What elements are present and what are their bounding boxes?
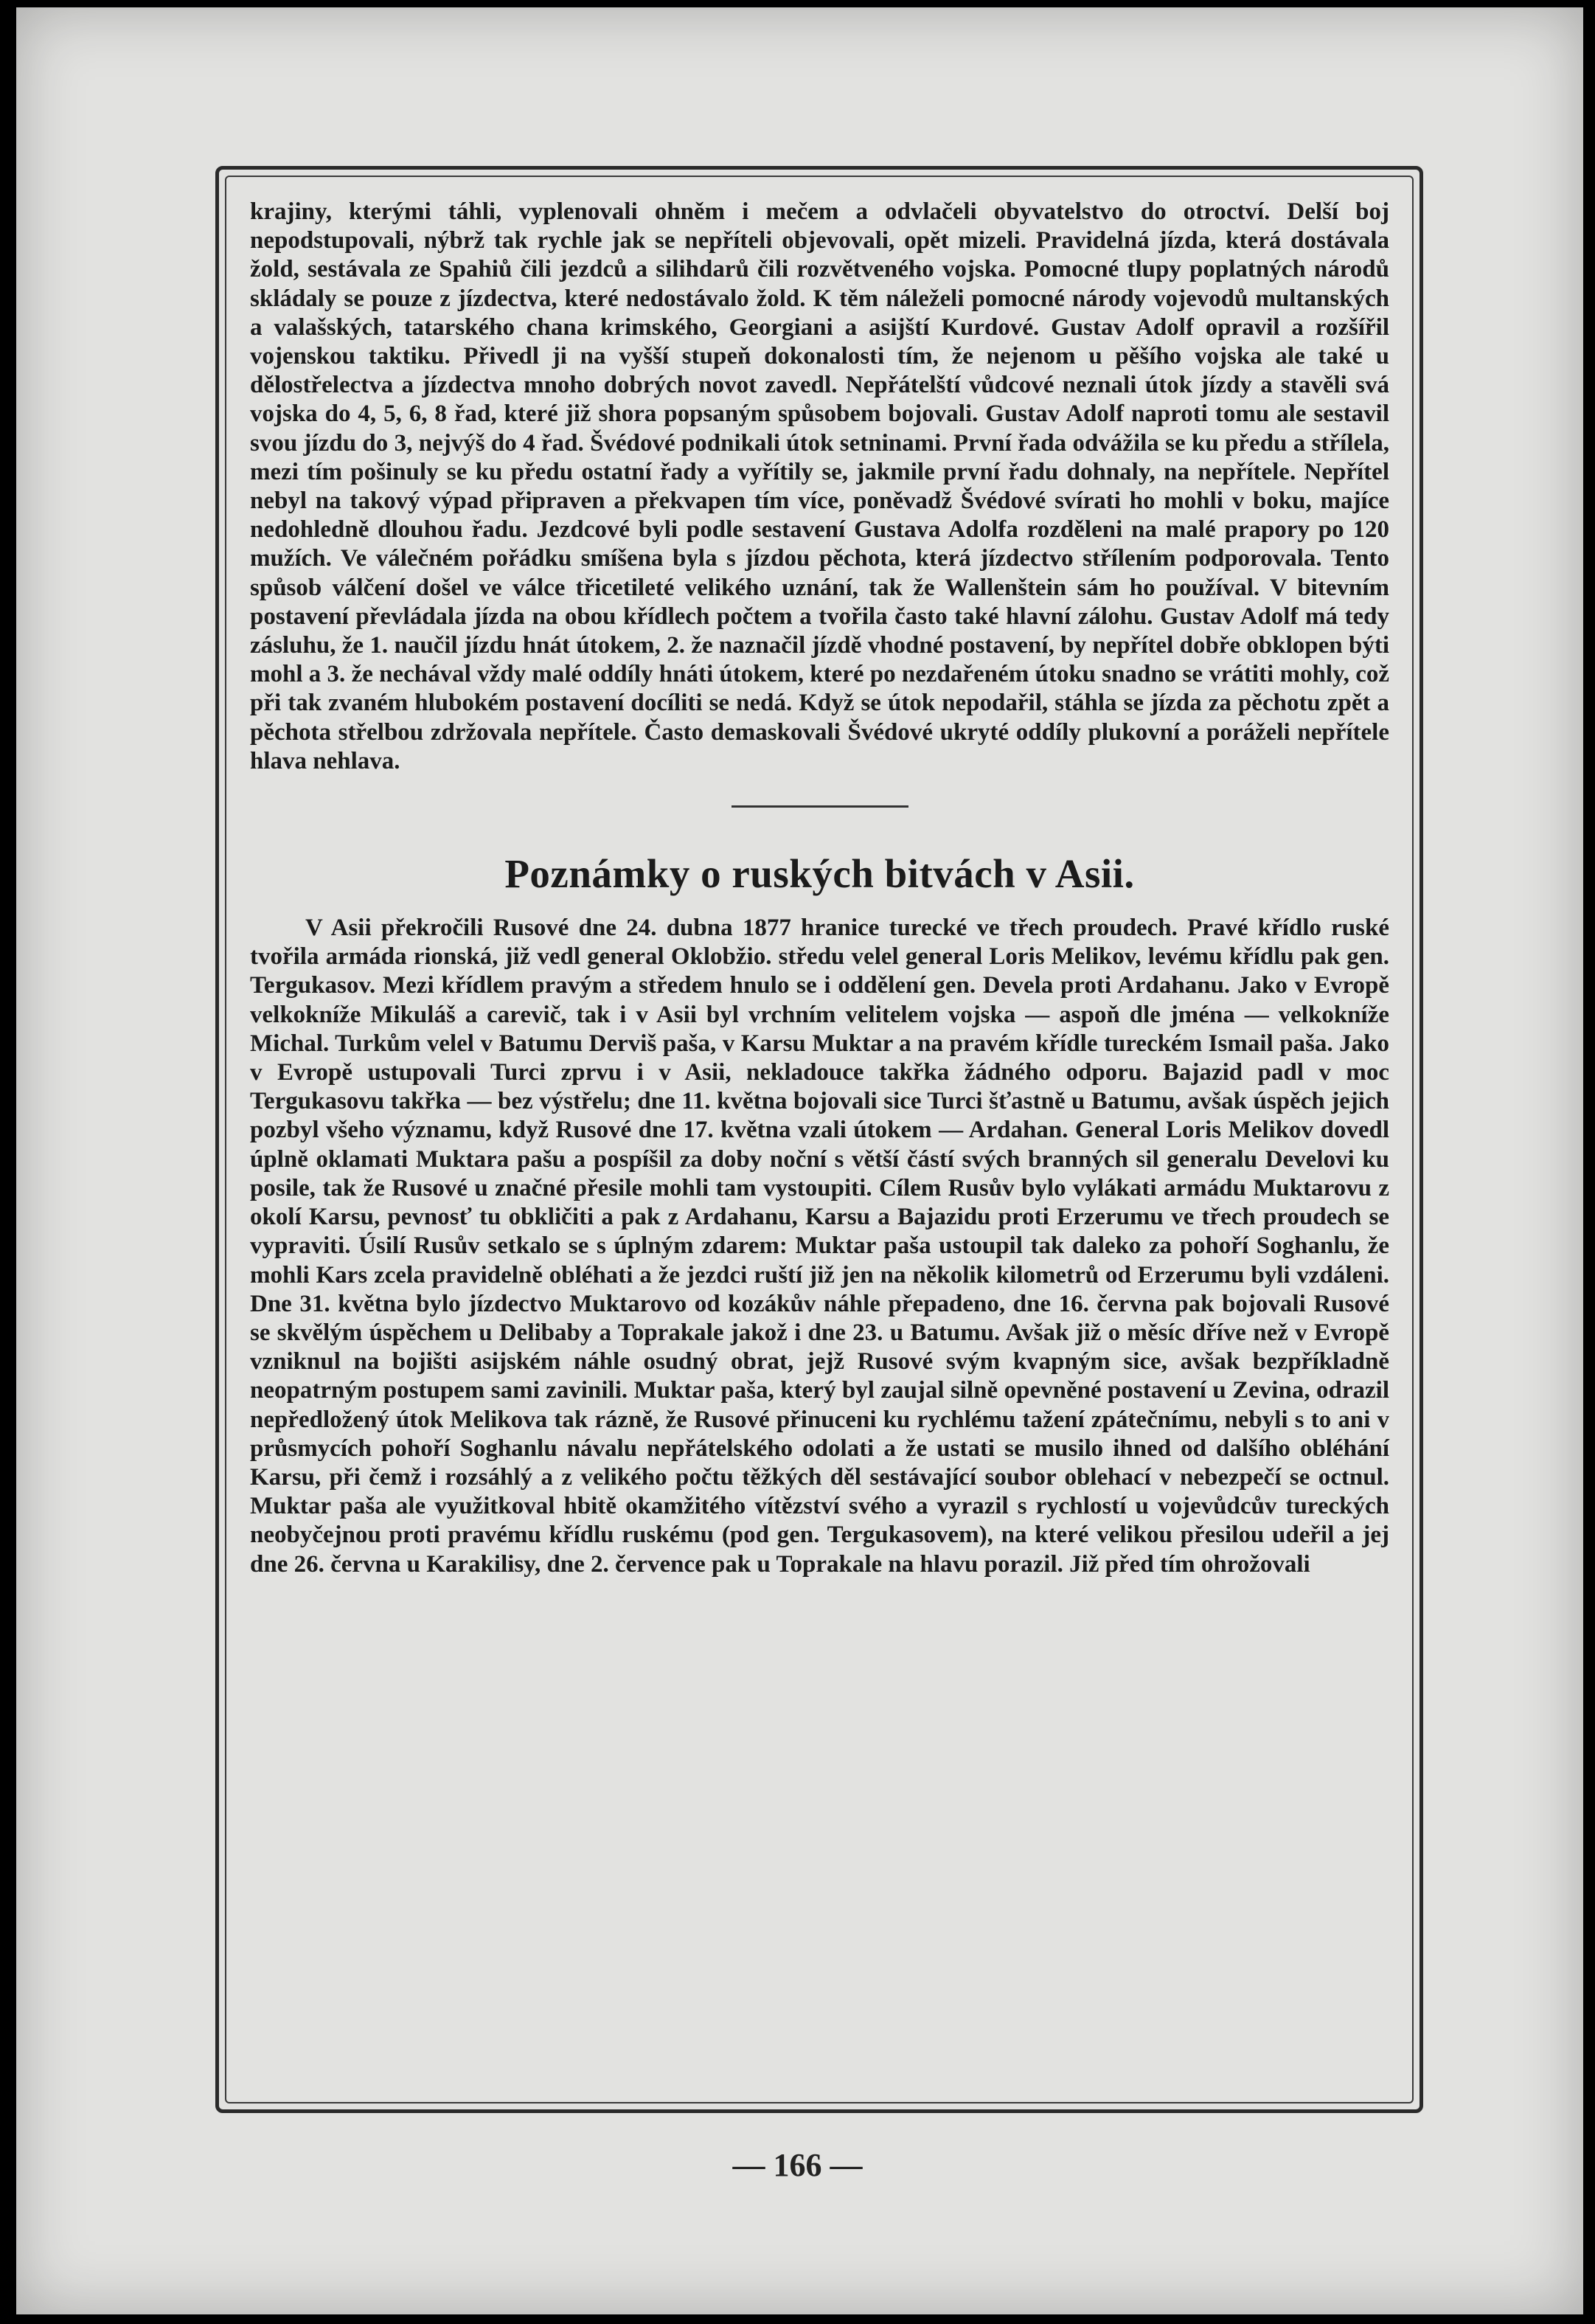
body-paragraph-asia-battles: V Asii překročili Rusové dne 24. dubna 1877 hranice turecké ve třech proudech. Pravé křídlo ruské tvořila armáda rionská, již vedl general Oklobžio. středu velel general Loris Melikov, levému křídlu pak gen. Tergukasov. Mezi křídlem pravým a středem hnulo se i oddělení gen. Devela proti Ardahanu. Jako v Evropě velkokníže Mikuláš a carevič, tak i v Asii byl vrchním velitelem vojska — aspoň dle jména — velkokníže Michal. Turkům velel v Batumu Derviš paša, v Karsu Muktar a na pravém křídle tureckém Ismail paša. Jako v Evropě ustupovali Turci zprvu i v Asii, nekladouce takřka žádného odporu. Bajazid padl v moc Tergukasovu takřka — bez výstřelu; dne 11. května bojovali sice Turci šťastně u Batumu, avšak úspěch jejich pozbyl všeho významu, když Rusové dne 17. května vzali útokem — Ardahan. General Loris Melikov dovedl úplně oklamati Muktara pašu a pospíšil za doby noční s větší částí svých branných sil generalu Develovi ku posile, tak že Rusové u značné přesile mohli tam vystoupiti. Cílem Rusův bylo vylákati armádu Muktarovu z okolí Karsu, pevnosť tu obkličiti a pak z Ardahanu, Karsu a Bajazidu proti Erzerumu ve třech proudech se vypraviti. Úsilí Rusův setkalo se s úplným zdarem: Muktar paša ustoupil tak daleko za pohoří Soghanlu, že mohli Kars zcela pravidelně obléhati a že jezdci ruští již jen na několik kilometrů od Erzerumu byli vzdáleni. Dne 31. května bylo jízdectvo Muktarovo od kozákův náhle přepadeno, dne 16. června pak bojovali Rusové se skvělým úspěchem u Delibaby a Toprakale jakož i dne 23. u Batumu. Avšak již o měsíc dříve než v Evropě vzniknul na bojišti asijském náhle osudný obrat, jejž Rusové svým kvapným sice, avšak bezpříkladně neopatrným postupem sami zavinili. Muktar paša, který byl zaujal silně opevněné postavení u Zevina, odrazil nepředložený útok Melikova tak rázně, že Rusové přinuceni ku rychlému tažení zpátečnímu, nebyli s to ani v průsmycích pohoří Soghanlu návalu nepřátelského odolati a že ustati se musilo ihned od dalšího obléhání Karsu, při čemž i rozsáhlý a z velikého počtu těžkých děl sestávající soubor oblehací v nebezpečí se octnul. Muktar paša ale využitkoval hbitě okamžitého vítězství svého a vyrazil s rychlostí u vojevůdcův tureckých neobyčejnou proti pravému křídlu ruskému (pod gen. Tergukasovem), na které velikou přesilou udeřil a jej dne 26. června u Karakilisy, dne 2. července pak u Toprakale na hlavu porazil. Již před tím ohrožovali	[250, 915, 1389, 1578]
body-paragraph-cavalry-tactics: krajiny, kterými táhli, vyplenovali ohněm i mečem a odvlačeli obyvatelstvo do otroctví. Delší boj nepodstupovali, nýbrž tak rychle jak se nepříteli objevovali, opět mizeli. Pravidelná jízda, která dostávala žold, sestávala ze Spahiů čili jezdců a silihdarů čili rozvětveného vojska. Pomocné tlupy poplatných národů skládaly se pouze z jízdectva, které nedostávalo žold. K těm náleželi pomocné národy vojevodů multanských a valašských, tatarského chana krimského, Georgiani a asijští Kurdové. Gustav Adolf opravil a rozšířil vojenskou taktiku. Přivedl ji na vyšší stupeň dokonalosti tím, že nejenom u pěšího vojska ale také u dělostřelectva a jízdectva mnoho dobrých novot zavedl. Nepřátelští vůdcové neznali útok jízdy a stavěli svá vojska do 4, 5, 6, 8 řad, které již shora popsaným spůsobem bojovali. Gustav Adolf naproti tomu ale sestavil svou jízdu do 3, nejvýš do 4 řad. Švédové podnikali útok setninami. První řada odvážila se ku předu a střílela, mezi tím pošinuly se ku předu ostatní řady a vyřítily se, jakmile první řadu dohnaly, na nepřítele. Nepřítel nebyl na takový výpad připraven a překvapen tím více, poněvadž Švédové svírati ho mohli v boku, majíce nedohledně dlouhou řadu. Jezdcové byli podle sestavení Gustava Adolfa rozděleni na malé prapory po 120 mužích. Ve válečném pořádku smíšena byla s jízdou pěchota, která jízdectvo střílením podporovala. Tento spůsob válčení došel ve válce třicetileté velikého uznání, tak že Wallenštein sám ho používal. V bitevním postavení převládala jízda na obou křídlech počtem a tvořila často také hlavní zálohu. Gustav Adolf má tedy zásluhu, že 1. naučil jízdu hnát útokem, 2. že naznačil jízdě vhodné postavení, by nepřítel dobře obklopen býti mohl a 3. že nechával vždy malé oddíly hnáti útokem, které po nezdařeném útoku snadno se vrátiti mohly, což při tak zvaném hlubokém postavení docíliti se nedá. Když se útok nepodařil, stáhla se jízda za pěchotu zpět a pěchota střelbou zdržovala nepřítele. Často demaskovali Švédové ukryté oddíly plukovní a poráželi nepřítele hlava nehlava.	[250, 198, 1389, 774]
page-sheet	[16, 7, 1583, 2314]
page-number: — 166 —	[732, 2147, 863, 2183]
page-content	[250, 198, 1389, 1579]
section-heading: Poznámky o ruských bitvách v Asii.	[504, 851, 1135, 897]
page-frame	[215, 166, 1423, 2113]
section-divider	[732, 805, 908, 808]
